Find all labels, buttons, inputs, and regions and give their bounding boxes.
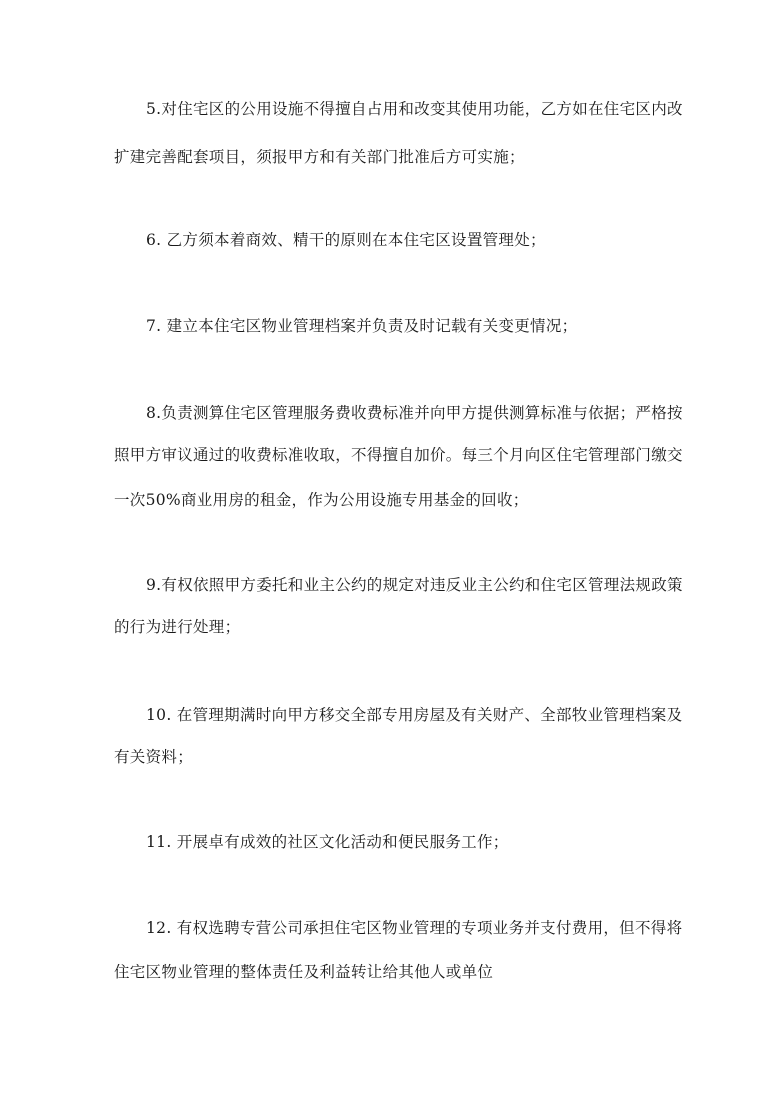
clause-8-line-3: 一次50%商业用房的租金，作为公用设施专用基金的回收；	[114, 491, 529, 509]
clause-5-line-2: 扩建完善配套项目，须报甲方和有关部门批准后方可实施；	[114, 148, 525, 166]
clause-12-line-1: 12. 有权选聘专营公司承担住宅区物业管理的专项业务并支付费用，但不得将	[146, 919, 683, 937]
clause-9-line-1: 9.有权依照甲方委托和业主公约的规定对违反业主公约和住宅区管理法规政策	[146, 576, 683, 594]
clause-5-line-1: 5.对住宅区的公用设施不得擅自占用和改变其使用功能，乙方如在住宅区内改	[146, 100, 683, 118]
clause-8-line-1: 8.负责测算住宅区管理服务费收费标准并向甲方提供测算标准与依据；严格按	[146, 404, 683, 422]
clause-6-line-1: 6. 乙方须本着商效、精干的原则在本住宅区设置管理处；	[146, 231, 546, 249]
clause-11-line-1: 11. 开展卓有成效的社区文化活动和便民服务工作；	[146, 833, 509, 851]
clause-8-line-2: 照甲方审议通过的收费标准收取，不得擅自加价。每三个月向区住宅管理部门缴交	[114, 446, 683, 464]
clause-7-line-1: 7. 建立本住宅区物业管理档案并负责及时记载有关变更情况；	[146, 317, 578, 335]
clause-10-line-1: 10. 在管理期满时向甲方移交全部专用房屋及有关财产、全部牧业管理档案及	[146, 706, 683, 724]
clause-12-line-2: 住宅区物业管理的整体责任及利益转让给其他人或单位	[114, 963, 494, 981]
clause-9-line-2: 的行为进行处理；	[114, 618, 241, 636]
clause-10-line-2: 有关资料；	[114, 748, 194, 766]
